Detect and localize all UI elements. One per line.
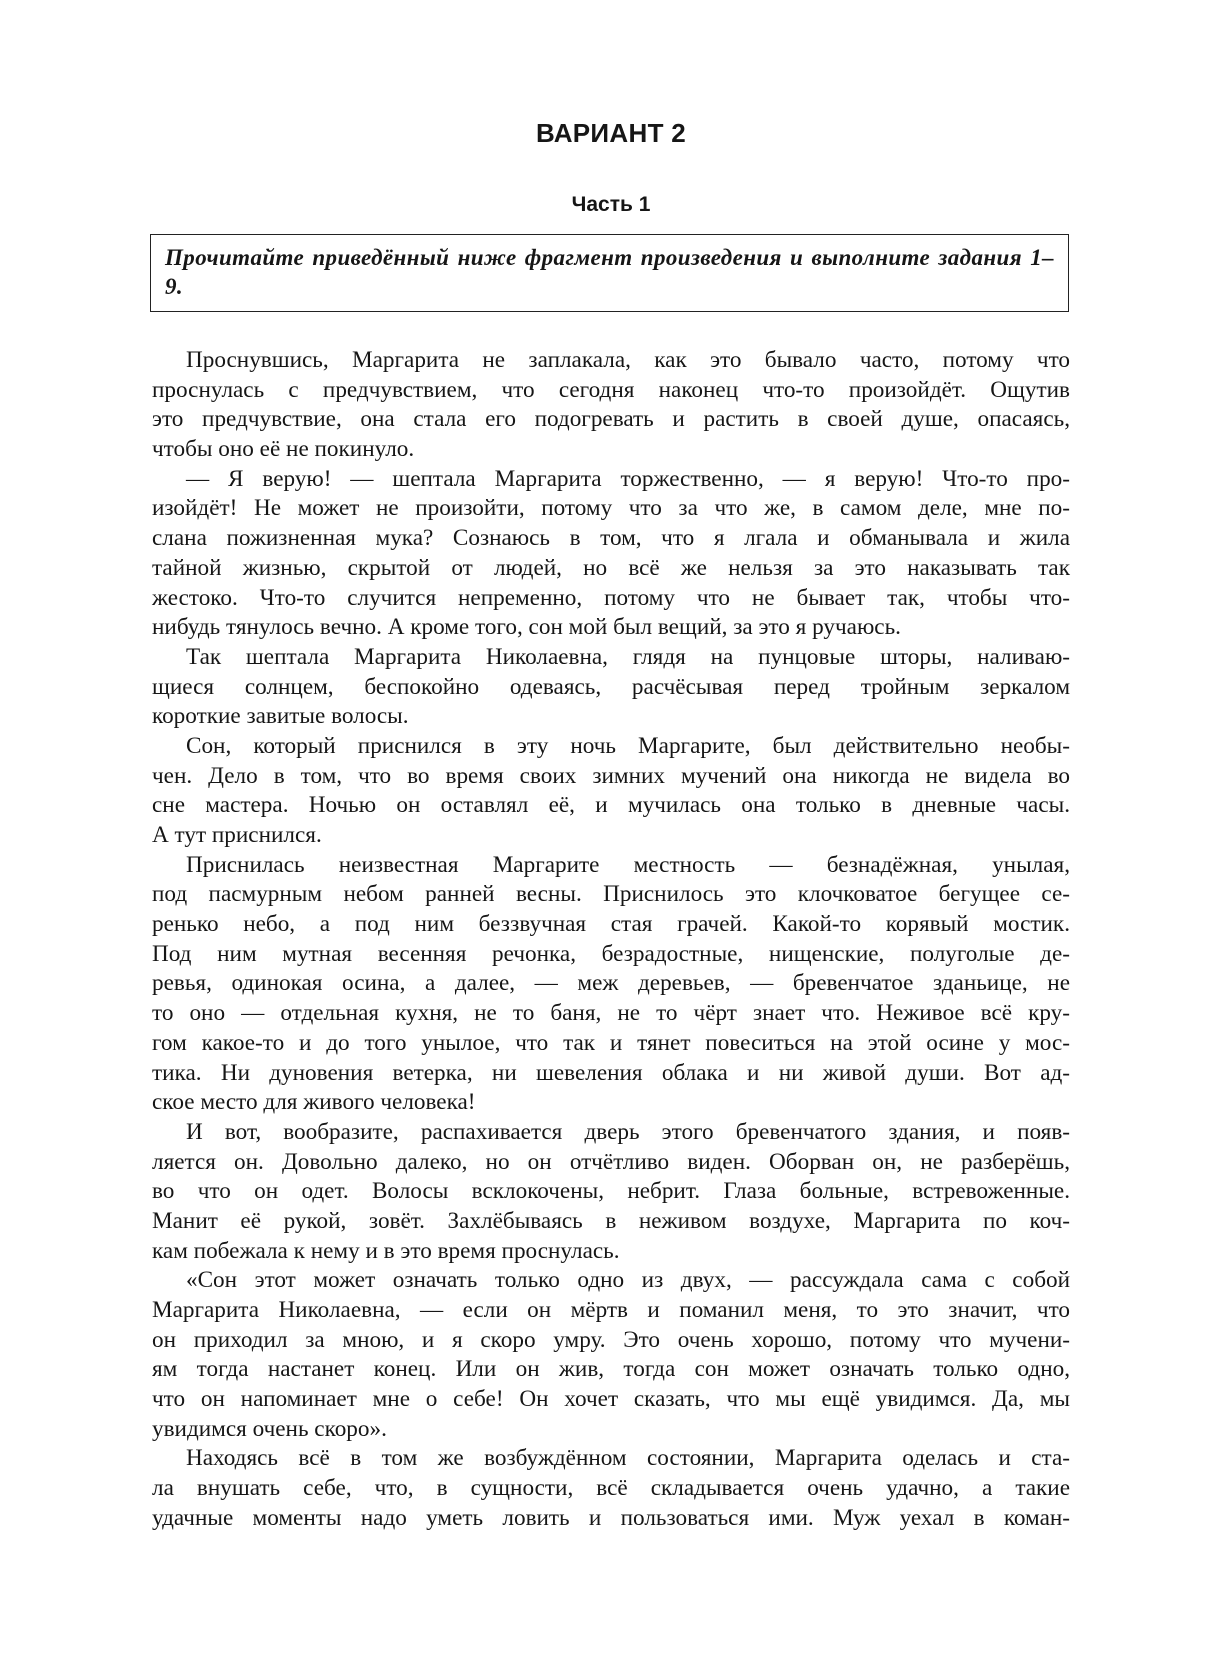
text-line: сне мастера. Ночью он оставлял её, и мучилась она только в дневные часы. — [152, 792, 1070, 819]
text-line: увидимся очень скоро». — [152, 1415, 387, 1442]
text-line: Так шептала Маргарита Николаевна, глядя на пунцовые шторы, наливаю- — [186, 643, 1070, 670]
instruction-text: Прочитайте приведённый ниже фрагмент произведения и выполните задания 1–9. — [165, 245, 1054, 299]
literary-fragment — [152, 346, 1070, 1534]
text-line: щиеся солнцем, беспокойно одеваясь, расчёсывая перед тройным зеркалом — [152, 673, 1070, 700]
text-line: Приснилась неизвестная Маргарите местность — безнадёжная, унылая, — [186, 851, 1070, 878]
text-line: ям тогда настанет конец. Или он жив, тогда сон может означать только одно, — [152, 1356, 1070, 1383]
text-line: тика. Ни дуновения ветерка, ни шевеления облака и ни живой души. Вот ад- — [152, 1059, 1070, 1086]
text-line: это предчувствие, она стала его подогревать и растить в своей душе, опасаясь, — [152, 406, 1070, 433]
variant-title: ВАРИАНТ 2 — [535, 118, 687, 148]
text-line: тайной жизнью, скрытой от людей, но всё же нельзя за это наказывать так — [152, 554, 1070, 581]
text-line: Сон, который приснился в эту ночь Маргарите, был действительно необы- — [186, 732, 1070, 759]
text-line: нибудь тянулось вечно. А кроме того, сон мой был вещий, за это я ручаюсь. — [152, 614, 901, 641]
text-line: Под ним мутная весенняя речонка, безрадостные, нищенские, полуголые де- — [152, 940, 1070, 967]
text-line: под пасмурным небом ранней весны. Приснилось это клочковатое бегущее се- — [152, 881, 1070, 908]
text-line: гом какое-то и до того унылое, что так и тянет повеситься на этой осине у мос- — [152, 1029, 1070, 1056]
text-line: жестоко. Что-то случится непременно, потому что не бывает так, чтобы что- — [152, 584, 1070, 611]
text-line: во что он одет. Волосы всклокочены, небрит. Глаза больные, встревоженные. — [152, 1178, 1070, 1205]
text-line: ляется он. Довольно далеко, но он отчётливо виден. Оборван он, не разберёшь, — [152, 1148, 1070, 1175]
text-line: ренько небо, а под ним беззвучная стая грачей. Какой-то корявый мостик. — [152, 911, 1070, 938]
text-line: Манит её рукой, зовёт. Захлёбываясь в неживом воздухе, Маргарита по коч- — [152, 1207, 1070, 1234]
text-line: «Сон этот может означать только одно из двух, — рассуждала сама с собой — [186, 1267, 1070, 1294]
text-line: удачные моменты надо уметь ловить и пользоваться ими. Муж уехал в коман- — [152, 1504, 1070, 1531]
text-line: ревья, одинокая осина, а далее, — меж деревьев, — бревенчатое зданьице, не — [152, 970, 1070, 997]
text-line: кам побежала к нему и в это время проснулась. — [152, 1237, 620, 1264]
text-line: короткие завитые волосы. — [152, 703, 409, 730]
text-line: Проснувшись, Маргарита не заплакала, как это бывало часто, потому что — [186, 347, 1070, 373]
text-line: чтобы оно её не покинуло. — [152, 436, 415, 463]
text-line: изойдёт! Не может не произойти, потому что за что же, в самом деле, мне по- — [152, 495, 1070, 522]
text-line: ла внушать себе, что, в сущности, всё складывается очень удачно, а такие — [152, 1475, 1070, 1502]
text-line: что он напоминает мне о себе! Он хочет сказать, что мы ещё увидимся. Да, мы — [152, 1386, 1070, 1413]
text-line: слана пожизненная мука? Сознаюсь в том, что я лгала и обманывала и жила — [152, 525, 1070, 552]
text-line: то оно — отдельная кухня, не то баня, не то чёрт знает что. Неживое всё кру- — [152, 1000, 1070, 1027]
part-title: Часть 1 — [571, 193, 651, 216]
text-line: ское место для живого человека! — [152, 1089, 476, 1116]
text-line: чен. Дело в том, что во время своих зимних мучений она никогда не видела во — [152, 762, 1070, 789]
text-line: Маргарита Николаевна, — если он мёртв и поманил меня, то это значит, что — [152, 1297, 1070, 1323]
text-line: И вот, вообразите, распахивается дверь этого бревенчатого здания, и появ- — [186, 1118, 1070, 1145]
text-line: Находясь всё в том же возбуждённом состоянии, Маргарита оделась и ста- — [186, 1445, 1070, 1472]
text-line: А тут приснился. — [152, 822, 322, 848]
text-line: — Я верую! — шептала Маргарита торжественно, — я верую! Что-то про- — [186, 465, 1070, 492]
instruction-box — [150, 234, 1069, 312]
text-line: проснулась с предчувствием, что сегодня наконец что-то произойдёт. Ощутив — [152, 376, 1070, 403]
text-line: он приходил за мною, и я скоро умру. Это очень хорошо, потому что мучени- — [152, 1326, 1070, 1353]
